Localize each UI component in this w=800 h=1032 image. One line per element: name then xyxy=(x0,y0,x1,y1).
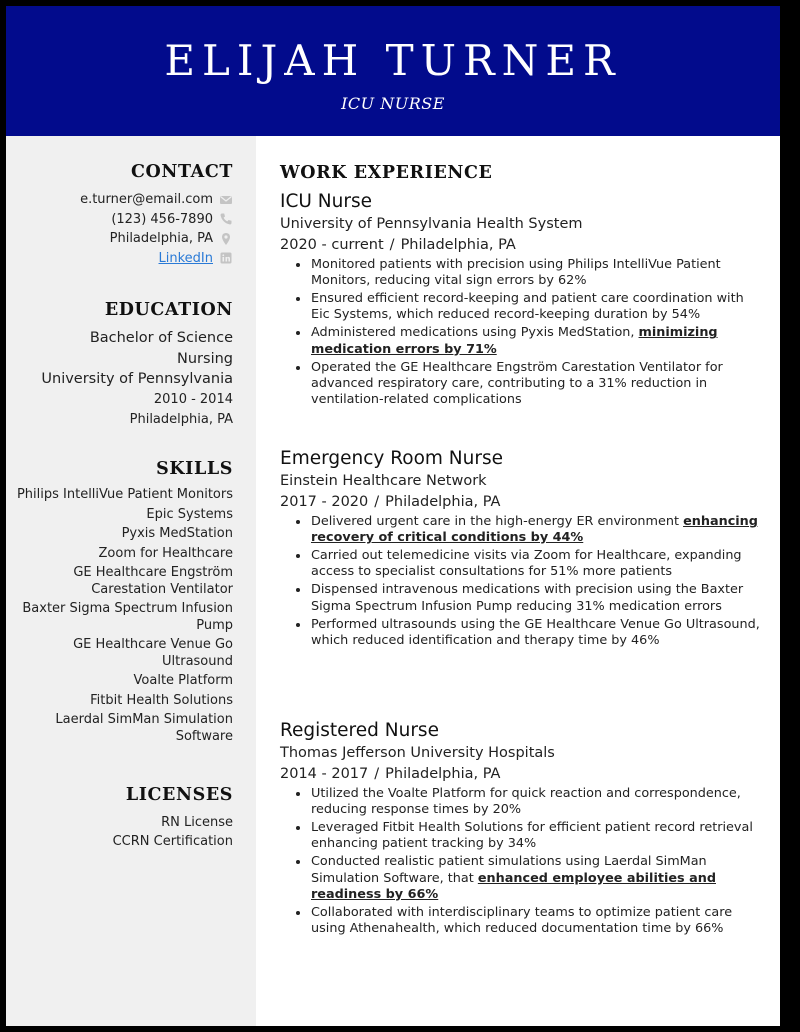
job-location: Philadelphia, PA xyxy=(400,237,516,253)
education-major: Nursing xyxy=(177,350,233,367)
skill-item: Epic Systems xyxy=(146,506,233,522)
candidate-name: ELIJAH TURNER xyxy=(164,36,622,85)
skills-heading: SKILLS xyxy=(156,459,233,479)
job-company: Thomas Jefferson University Hospitals xyxy=(280,745,555,761)
job-location: Philadelphia, PA xyxy=(385,494,501,510)
work-experience-heading: WORK EXPERIENCE xyxy=(280,163,493,183)
contact-heading: CONTACT xyxy=(131,162,233,182)
skill-item: Philips IntelliVue Patient Monitors xyxy=(16,487,233,502)
candidate-title: ICU NURSE xyxy=(341,94,445,113)
job-bullet: Performed ultrasounds using the GE Healthcare Venue Go Ultrasound, which reduced identification and therapy time by 46% xyxy=(280,617,760,649)
job-title: Emergency Room Nurse xyxy=(280,448,503,469)
skill-item: GE Healthcare Venue Go Ultrasound xyxy=(73,637,233,669)
job-bullets xyxy=(280,786,760,937)
skill-item: GE Healthcare Engström Carestation Ventilator xyxy=(73,565,233,597)
contact-location xyxy=(13,229,233,249)
job-dates: 2017 - 2020 xyxy=(280,494,369,510)
job-bullets xyxy=(280,514,760,649)
job-company: University of Pennsylvania Health System xyxy=(280,216,583,232)
email-text: e.turner@email.com xyxy=(80,192,213,207)
job-bullet: Utilized the Voalte Platform for quick reaction and correspondence, reducing response times by 20% xyxy=(280,786,760,818)
map-pin-icon xyxy=(219,232,233,246)
location-text: Philadelphia, PA xyxy=(109,231,213,246)
highlight-text: enhanced employee abilities and readiness by 66% xyxy=(311,870,716,902)
job-bullet: Collaborated with interdisciplinary teams to optimize patient care using Athenahealth, which reduced documentation time by 66% xyxy=(280,905,760,937)
skill-item: Laerdal SimMan Simulation Software xyxy=(55,712,233,744)
linkedin-icon[interactable] xyxy=(219,251,233,265)
sidebar xyxy=(6,136,256,1026)
job-bullet: Dispensed intravenous medications with precision using the Baxter Sigma Spectrum Infusion Pump reducing 31% medication errors xyxy=(280,582,760,614)
job-entry xyxy=(280,190,760,410)
skills-list xyxy=(13,487,233,745)
job-location: Philadelphia, PA xyxy=(385,766,501,782)
linkedin-link[interactable]: LinkedIn xyxy=(158,250,213,266)
education-school: University of Pennsylvania xyxy=(41,371,233,387)
education-heading: EDUCATION xyxy=(104,300,233,320)
job-meta: 2020 - current / Philadelphia, PA xyxy=(280,237,516,253)
job-dates: 2014 - 2017 xyxy=(280,766,369,782)
highlight-text: enhancing recovery of critical conditions by 44% xyxy=(311,514,758,546)
job-bullet: Operated the GE Healthcare Engström Carestation Ventilator for advanced respiratory care, contributing to a 31% reduction in ventilation-related complications xyxy=(280,360,760,409)
license-item: CCRN Certification xyxy=(112,834,233,849)
education-years: 2010 - 2014 xyxy=(153,391,233,407)
highlight-text: minimizing medication errors by 71% xyxy=(311,325,718,357)
job-title: Registered Nurse xyxy=(280,720,439,741)
licenses-section xyxy=(13,785,233,851)
skills-section xyxy=(13,459,233,748)
job-dates: 2020 - current xyxy=(280,237,384,253)
resume-header xyxy=(6,6,780,136)
education-location: Philadelphia, PA xyxy=(129,411,233,427)
skill-item: Fitbit Health Solutions xyxy=(90,692,233,708)
contact-phone xyxy=(13,210,233,230)
job-meta: 2014 - 2017 / Philadelphia, PA xyxy=(280,766,501,782)
contact-section xyxy=(13,162,233,268)
skill-item: Zoom for Healthcare xyxy=(98,545,233,561)
phone-icon xyxy=(219,212,233,226)
job-bullet: Ensured efficient record-keeping and patient care coordination with Eic Systems, which reduced record-keeping duration by 54% xyxy=(280,291,760,323)
skill-item: Voalte Platform xyxy=(133,673,233,688)
job-bullet: Conducted realistic patient simulations using Laerdal SimMan Simulation Software, that enhanced employee abilities and readiness by 66% xyxy=(280,854,760,903)
envelope-icon xyxy=(219,193,233,207)
job-bullet: Monitored patients with precision using Philips IntelliVue Patient Monitors, reducing vital sign errors by 62% xyxy=(280,257,760,289)
skill-item: Baxter Sigma Spectrum Infusion Pump xyxy=(22,601,233,633)
job-company: Einstein Healthcare Network xyxy=(280,473,487,489)
job-bullet: Carried out telemedicine visits via Zoom for Healthcare, expanding access to specialist consultations for 51% more patients xyxy=(280,548,760,580)
job-bullets xyxy=(280,257,760,408)
licenses-heading: LICENSES xyxy=(125,785,233,805)
license-item: RN License xyxy=(161,815,233,830)
contact-linkedin[interactable] xyxy=(13,249,233,269)
job-bullet: Delivered urgent care in the high-energy ER environment enhancing recovery of critical conditions by 44% xyxy=(280,514,760,546)
phone-text: (123) 456-7890 xyxy=(111,211,213,227)
skill-item: Pyxis MedStation xyxy=(121,526,233,541)
education-section xyxy=(13,300,233,430)
job-title: ICU Nurse xyxy=(280,191,372,212)
job-entry xyxy=(280,719,760,939)
job-bullet: Administered medications using Pyxis MedStation, minimizing medication errors by 71% xyxy=(280,325,760,357)
contact-email xyxy=(13,190,233,210)
job-bullet: Leveraged Fitbit Health Solutions for efficient patient record retrieval enhancing patient tracking by 34% xyxy=(280,820,760,852)
job-entry xyxy=(280,447,760,651)
job-meta: 2017 - 2020 / Philadelphia, PA xyxy=(280,494,501,510)
education-degree: Bachelor of Science xyxy=(89,330,233,346)
resume-page xyxy=(6,6,780,1026)
